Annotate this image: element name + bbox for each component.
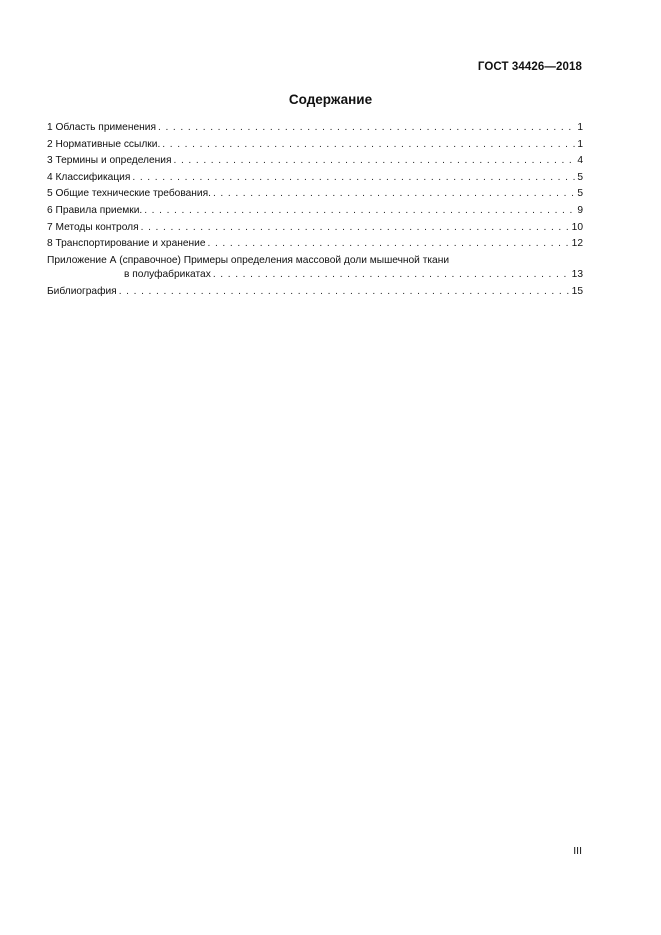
toc-entry-label: 7 Методы контроля bbox=[47, 221, 139, 233]
toc-entry[interactable] bbox=[47, 203, 583, 220]
page-number: III bbox=[573, 845, 582, 857]
toc-entry[interactable] bbox=[47, 170, 583, 187]
toc-entry-page: 5 bbox=[577, 171, 583, 183]
toc-leader-dots bbox=[132, 170, 575, 186]
toc-annex-title[interactable]: Приложение А (справочное) Примеры определения массовой доли мышечной ткани bbox=[47, 254, 450, 266]
toc-entry-page: 9 bbox=[577, 204, 583, 216]
toc-entry-label: 5 Общие технические требования. bbox=[47, 188, 211, 200]
table-of-contents bbox=[47, 120, 583, 300]
toc-bibliography-page: 15 bbox=[571, 285, 583, 297]
toc-entry[interactable] bbox=[47, 137, 583, 154]
toc-entry-label: 2 Нормативные ссылки. bbox=[47, 138, 161, 150]
toc-entry[interactable] bbox=[47, 186, 583, 203]
toc-leader-dots bbox=[213, 267, 570, 283]
toc-entry-label: 1 Область применения bbox=[47, 122, 156, 133]
toc-annex-page: 13 bbox=[571, 269, 583, 281]
toc-annex-label: в полуфабрикатах bbox=[124, 269, 211, 281]
toc-entry-page: 5 bbox=[577, 188, 583, 200]
toc-entry-page: 1 bbox=[577, 138, 583, 150]
toc-leader-dots bbox=[158, 120, 575, 136]
toc-entry[interactable] bbox=[47, 236, 583, 253]
toc-title: Содержание bbox=[288, 92, 373, 107]
toc-bibliography-label: Библиография bbox=[47, 285, 117, 297]
toc-entry[interactable] bbox=[47, 220, 583, 237]
toc-entry-page: 4 bbox=[577, 155, 583, 167]
toc-leader-dots bbox=[208, 236, 570, 252]
toc-leader-dots bbox=[213, 186, 575, 202]
toc-entry-label: 6 Правила приемки. bbox=[47, 204, 143, 216]
toc-entry-page: 12 bbox=[571, 238, 583, 250]
toc-entry-page: 10 bbox=[571, 221, 583, 233]
toc-entry-page: 1 bbox=[577, 122, 583, 133]
toc-entry-label: 4 Классификация bbox=[47, 171, 131, 183]
toc-leader-dots bbox=[119, 284, 570, 300]
toc-entry[interactable] bbox=[47, 153, 583, 170]
toc-entry-label: 3 Термины и определения bbox=[47, 155, 172, 167]
toc-annex-entry[interactable] bbox=[47, 267, 583, 284]
toc-leader-dots bbox=[141, 220, 570, 236]
toc-leader-dots bbox=[144, 203, 575, 219]
toc-entry[interactable] bbox=[47, 120, 583, 137]
toc-leader-dots bbox=[162, 137, 575, 153]
toc-leader-dots bbox=[173, 153, 575, 169]
document-code: ГОСТ 34426—2018 bbox=[477, 61, 582, 73]
toc-entry-label: 8 Транспортирование и хранение bbox=[47, 238, 206, 250]
toc-bibliography-entry[interactable] bbox=[47, 284, 583, 301]
